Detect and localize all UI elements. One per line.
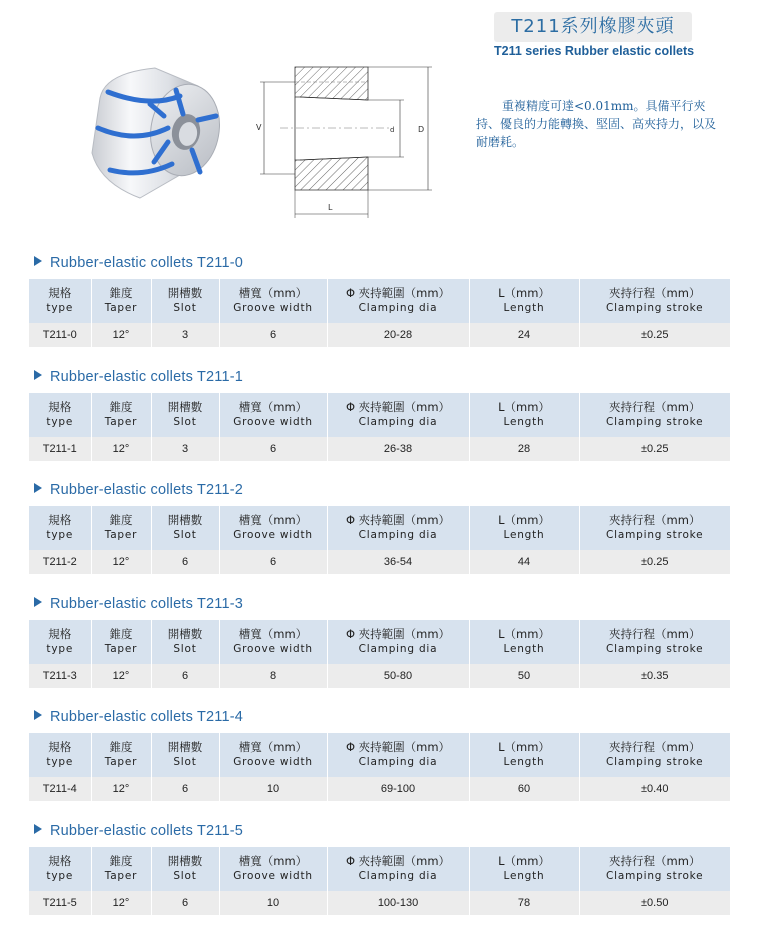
spec-table <box>29 279 730 347</box>
table-cell: T211-1 <box>29 437 91 461</box>
table-cell: 3 <box>151 323 219 347</box>
column-header: 規格 type <box>29 506 91 550</box>
table-row <box>29 437 730 461</box>
triangle-bullet-icon <box>34 710 42 720</box>
table-row <box>29 323 730 347</box>
table-cell: 12° <box>91 437 151 461</box>
table-cell: T211-4 <box>29 777 91 801</box>
table-cell: 12° <box>91 664 151 688</box>
column-header: Φ 夾持範圍（mm） Clamping dia <box>327 506 469 550</box>
table-cell: 24 <box>469 323 579 347</box>
table-cell: 44 <box>469 550 579 574</box>
page-subtitle: T211 series Rubber elastic collets <box>494 44 695 58</box>
section-title: Rubber-elastic collets T211-1 <box>34 369 243 385</box>
table-cell: 8 <box>219 664 327 688</box>
column-header: 槽寬（mm） Groove width <box>219 733 327 777</box>
column-header: 錐度 Taper <box>91 506 151 550</box>
table-cell: 6 <box>219 550 327 574</box>
table-cell: 3 <box>151 437 219 461</box>
column-header: L（mm） Length <box>469 393 579 437</box>
table-cell: ±0.25 <box>579 323 730 347</box>
column-header: 開槽數 Slot <box>151 733 219 777</box>
table-cell: 12° <box>91 777 151 801</box>
table-cell: ±0.50 <box>579 891 730 915</box>
column-header: 槽寬（mm） Groove width <box>219 393 327 437</box>
table-cell: 12° <box>91 550 151 574</box>
table-cell: 78 <box>469 891 579 915</box>
label-d: d <box>390 126 395 134</box>
table-row <box>29 550 730 574</box>
table-cell: 6 <box>151 664 219 688</box>
column-header: L（mm） Length <box>469 733 579 777</box>
column-header: 規格 type <box>29 733 91 777</box>
table-cell: 6 <box>151 777 219 801</box>
column-header: 錐度 Taper <box>91 620 151 664</box>
triangle-bullet-icon <box>34 370 42 380</box>
table-cell: 50-80 <box>327 664 469 688</box>
column-header: 開槽數 Slot <box>151 506 219 550</box>
table-cell: 10 <box>219 777 327 801</box>
table-cell: 20-28 <box>327 323 469 347</box>
column-header: Φ 夾持範圍（mm） Clamping dia <box>327 279 469 323</box>
column-header: Φ 夾持範圍（mm） Clamping dia <box>327 393 469 437</box>
table-cell: 28 <box>469 437 579 461</box>
table-cell: ±0.25 <box>579 550 730 574</box>
table-cell: 10 <box>219 891 327 915</box>
spec-table <box>29 506 730 574</box>
table-cell: 6 <box>151 550 219 574</box>
table-cell: 12° <box>91 891 151 915</box>
column-header: 槽寬（mm） Groove width <box>219 847 327 891</box>
product-description: 重複精度可達<0.01mm。具備平行夾持、優良的力能轉換、堅固、高夾持力，以及耐磨耗。 <box>476 99 717 149</box>
table-cell: 60 <box>469 777 579 801</box>
spec-table <box>29 620 730 688</box>
column-header: 槽寬（mm） Groove width <box>219 279 327 323</box>
column-header: 規格 type <box>29 847 91 891</box>
section-title: Rubber-elastic collets T211-2 <box>34 482 243 498</box>
label-L: L <box>328 203 333 212</box>
column-header: 夾持行程（mm） Clamping stroke <box>579 279 730 323</box>
column-header: 開槽數 Slot <box>151 620 219 664</box>
column-header: 錐度 Taper <box>91 393 151 437</box>
table-cell: T211-3 <box>29 664 91 688</box>
column-header: L（mm） Length <box>469 620 579 664</box>
table-cell: 26-38 <box>327 437 469 461</box>
table-row <box>29 664 730 688</box>
table-cell: 36-54 <box>327 550 469 574</box>
table-cell: 50 <box>469 664 579 688</box>
column-header: 夾持行程（mm） Clamping stroke <box>579 847 730 891</box>
spec-table <box>29 847 730 915</box>
column-header: 規格 type <box>29 393 91 437</box>
table-row <box>29 891 730 915</box>
column-header: L（mm） Length <box>469 279 579 323</box>
table-cell: ±0.40 <box>579 777 730 801</box>
column-header: 夾持行程（mm） Clamping stroke <box>579 393 730 437</box>
table-cell: 69-100 <box>327 777 469 801</box>
column-header: 開槽數 Slot <box>151 393 219 437</box>
triangle-bullet-icon <box>34 824 42 834</box>
column-header: Φ 夾持範圍（mm） Clamping dia <box>327 620 469 664</box>
table-row <box>29 777 730 801</box>
table-cell: 6 <box>219 323 327 347</box>
column-header: Φ 夾持範圍（mm） Clamping dia <box>327 733 469 777</box>
table-cell: T211-5 <box>29 891 91 915</box>
triangle-bullet-icon <box>34 256 42 266</box>
table-cell: ±0.35 <box>579 664 730 688</box>
section-title: Rubber-elastic collets T211-5 <box>34 823 243 839</box>
column-header: 開槽數 Slot <box>151 847 219 891</box>
column-header: 錐度 Taper <box>91 847 151 891</box>
column-header: L（mm） Length <box>469 506 579 550</box>
collet-technical-drawing <box>250 62 450 227</box>
section-title: Rubber-elastic collets T211-4 <box>34 709 243 725</box>
column-header: 規格 type <box>29 620 91 664</box>
collet-product-image <box>80 58 240 208</box>
spec-table <box>29 393 730 461</box>
column-header: 開槽數 Slot <box>151 279 219 323</box>
column-header: 槽寬（mm） Groove width <box>219 620 327 664</box>
column-header: 夾持行程（mm） Clamping stroke <box>579 620 730 664</box>
triangle-bullet-icon <box>34 483 42 493</box>
column-header: 錐度 Taper <box>91 279 151 323</box>
table-cell: T211-2 <box>29 550 91 574</box>
section-title: Rubber-elastic collets T211-0 <box>34 255 243 271</box>
table-cell: 100-130 <box>327 891 469 915</box>
table-cell: 6 <box>151 891 219 915</box>
column-header: 規格 type <box>29 279 91 323</box>
triangle-bullet-icon <box>34 597 42 607</box>
column-header: 錐度 Taper <box>91 733 151 777</box>
column-header: 夾持行程（mm） Clamping stroke <box>579 506 730 550</box>
table-cell: 6 <box>219 437 327 461</box>
section-title: Rubber-elastic collets T211-3 <box>34 596 243 612</box>
spec-table <box>29 733 730 801</box>
column-header: 夾持行程（mm） Clamping stroke <box>579 733 730 777</box>
label-v: V <box>256 123 262 132</box>
label-D: D <box>418 125 425 134</box>
table-cell: T211-0 <box>29 323 91 347</box>
page-title: T211系列橡膠夾頭 <box>494 12 692 42</box>
column-header: 槽寬（mm） Groove width <box>219 506 327 550</box>
column-header: Φ 夾持範圍（mm） Clamping dia <box>327 847 469 891</box>
table-cell: 12° <box>91 323 151 347</box>
column-header: L（mm） Length <box>469 847 579 891</box>
table-cell: ±0.25 <box>579 437 730 461</box>
